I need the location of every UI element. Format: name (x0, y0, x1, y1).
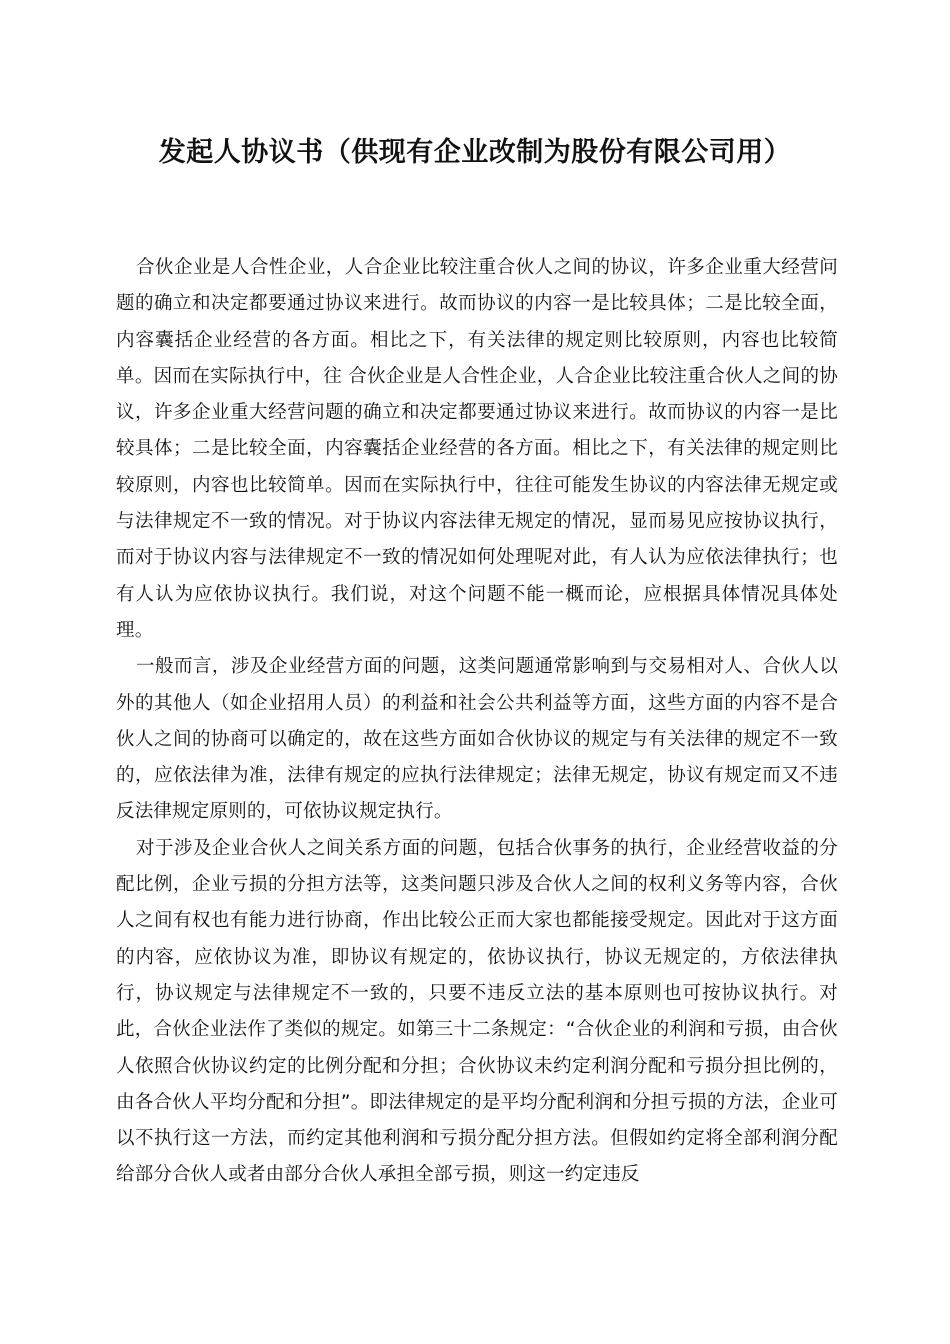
body-paragraph-3: 对于涉及企业合伙人之间关系方面的问题，包括合伙事务的执行，企业经营收益的分配比例，企业亏损的分担方法等，这类问题只涉及合伙人之间的权利义务等内容，合伙人之间有权也有能力进行协商，作出比较公正而大家也都能接受规定。因此对于这方面的内容，应依协议为准，即协议有规定的，依协议执行，协议无规定的，方依法律执行，协议规定与法律规定不一致的，只要不违反立法的基本原则也可按协议执行。对此，合伙企业法作了类似的规定。如第三十二条规定：“合伙企业的利润和亏损，由合伙人依照合伙协议约定的比例分配和分担；合伙协议未约定利润分配和亏损分担比例的，由各合伙人平均分配和分担”。即法律规定的是平均分配利润和分担亏损的方法，企业可以不执行这一方法，而约定其他利润和亏损分配分担方法。但假如约定将全部利润分配给部分合伙人或者由部分合伙人承担全部亏损，则这一约定违反 (116, 837, 838, 1186)
document-title: 发起人协议书（供现有企业改制为股份有限公司用） (158, 137, 792, 168)
body-paragraph-1: 合伙企业是人合性企业，人合企业比较注重合伙人之间的协议，许多企业重大经营问题的确立和决定都要通过协议来进行。故而协议的内容一是比较具体；二是比较全面，内容囊括企业经营的各方面。相比之下，有关法律的规定则比较原则，内容也比较简单。因而在实际执行中，往 合伙企业是人合性企业，人合企业比较注重合伙人之间的协议，许多企业重大经营问题的确立和决定都要通过协议来进行。故而协议的内容一是比较具体；二是比较全面，内容囊括企业经营的各方面。相比之下，有关法律的规定则比较原则，内容也比较简单。因而在实际执行中，往往可能发生协议的内容法律无规定或与法律规定不一致的情况。对于协议内容法律无规定的情况，显而易见应按协议执行，而对于协议内容与法律规定不一致的情况如何处理呢对此，有人认为应依法律执行；也有人认为应依协议执行。我们说，对这个问题不能一概而论，应根据具体情况具体处理。 (116, 257, 838, 641)
body-paragraph-2: 一般而言，涉及企业经营方面的问题，这类问题通常影响到与交易相对人、合伙人以外的其他人（如企业招用人员）的利益和社会公共利益等方面，这些方面的内容不是合伙人之间的协商可以确定的，故在这些方面如合伙协议的规定与有关法律的规定不一致的，应依法律为准，法律有规定的应执行法律规定；法律无规定，协议有规定而又不违反法律规定原则的，可依协议规定执行。 (116, 656, 838, 823)
document-body (116, 250, 838, 1194)
